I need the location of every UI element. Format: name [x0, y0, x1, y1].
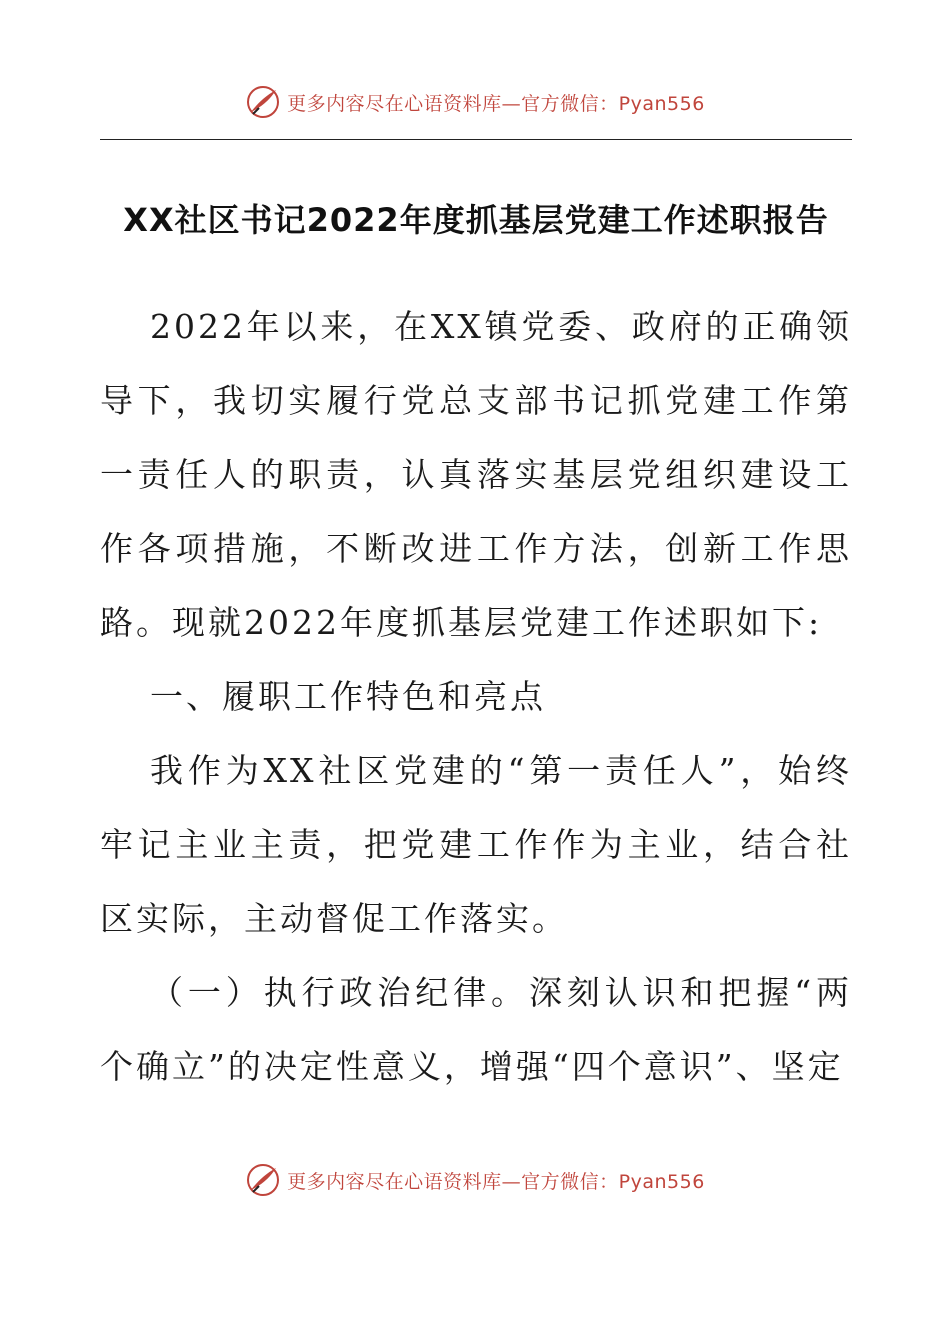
document-title: XX社区书记2022年度抓基层党建工作述职报告 — [123, 201, 829, 239]
watermark-account: Pyan556 — [618, 1170, 705, 1193]
quill-logo-icon — [245, 84, 281, 120]
watermark-text: 更多内容尽在心语资料库—官方微信：Pyan556 — [287, 1170, 705, 1193]
header-watermark — [0, 84, 950, 120]
paragraph-intro: 2022年以来，在XX镇党委、政府的正确领导下，我切实履行党总支部书记抓党建工作第一责任人的职责，认真落实基层党组织建设工作各项措施，不断改进工作方法，创新工作思路。现就2022年度抓基层党建工作述职如下: — [100, 307, 852, 642]
footer-watermark — [0, 1162, 950, 1198]
header-divider — [100, 139, 852, 140]
quill-logo-icon — [245, 1162, 281, 1198]
section-heading: 一、履职工作特色和亮点 — [150, 677, 546, 716]
watermark-account: Pyan556 — [618, 92, 705, 115]
watermark-text: 更多内容尽在心语资料库—官方微信：Pyan556 — [287, 92, 705, 115]
document-body — [100, 290, 852, 1104]
paragraph-role: 我作为XX社区党建的“第一责任人”，始终牢记主业主责，把党建工作作为主业，结合社区实际，主动督促工作落实。 — [100, 751, 852, 938]
paragraph-political-discipline: （一）执行政治纪律。深刻认识和把握“两个确立”的决定性意义，增强“四个意识”、坚定 — [100, 973, 852, 1086]
